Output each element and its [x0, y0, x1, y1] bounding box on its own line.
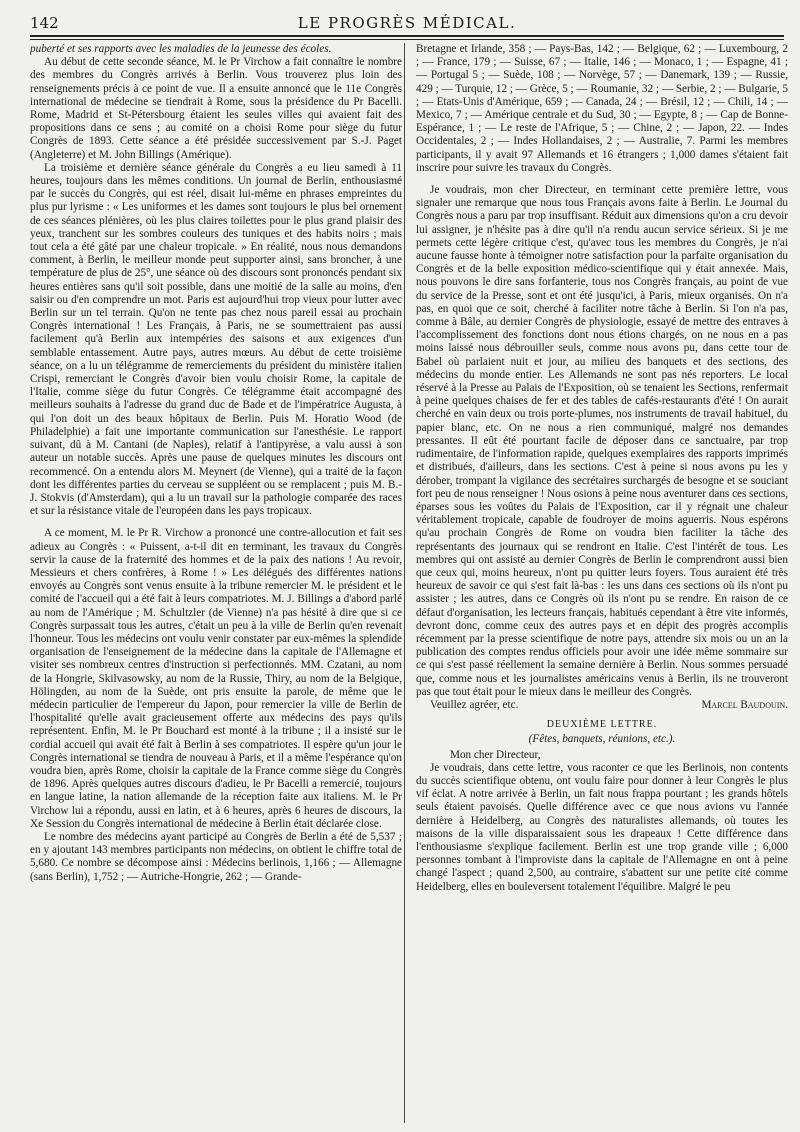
paragraph-press-remarks: Je voudrais, mon cher Directeur, en terminant cette première lettre, vous signaler une remarque que nous tous Français avons faite à Berlin. Le Journal du Congrès nous a paru par trop insuffisant. Réduit aux dimensions qu'on a cru devoir lui assigner, je n'hésite pas à dire qu'il n'a rendu aucun service sérieux. Si je me permets cette légère critique c'est, qu'avec tous les membres du Congrès, je n'ai aucune fausse honte à témoigner notre satisfaction pour la parfaite organisation du Congrès et de la belle exposition médico-scientifique qui y était annexée. Mais, nous pouvons le dire sans forfanterie, tous nos Congrès français, au point de vue du service de la Presse, sont et ont été jusqu'ici, à Paris, mieux organisés. On n'a pas, en quoi que ce soit, cherché à faciliter notre tâche à Berlin. Si l'on n'a pas, comme à Bâle, au dernier Congrès de physiologie, essayé de mettre des entraves à l'accomplissement des fonctions dont nous étions chargés, on ne nous en a pas moins laissé nous débrouiller seuls, comme nous avons pu, dans cette tour de Babel où parlaient nuit et jour, au milieu des banquets et des sections, des médecins du monde entier. Les Allemands ne sont pas nés reporters. Le local réservé à la Presse au Palais de l'Exposition, où se tenaient les Sections, renfermait à peine quelques chaises de fer et des tables de cafés-restaurants d'été ! On aurait cherché en vain deux ou trois porte-plumes, nos instruments de travail habituel, du papier blanc, etc. On ne nous a rien communiqué, malgré nos demandes pressantes. Il eût été pourtant facile de déposer dans ce sanctuaire, par trop rudimentaire, de l'information rapide, quelques exemplaires des rapports imprimés et distribués, d'ailleurs, dans les sections. C'est à peine si nous avons pu les y dérober, trompant la vigilance des secrétaires surchargés de besogne et se souciant fort peu de nous renseigner ! Nous osions à peine nous aventurer dans ces sections, éparses sous les voûtes du Palais de l'Exposition, car il y régnait une chaleur véritablement tropicale, capable de foudroyer de moins aguerris. Nous espérons qu'au prochain Congrès de Rome on voudra bien faciliter la tâche des représentants des journaux qui se rendront en Italie. C'est l'intérêt de tous. Les membres qui ont assisté au dernier Congrès de Berlin le comprendront aussi bien que ceux qui, moins heureux, n'ont pu quitter leurs foyers. Tous auraient été très heureux de savoir ce qui s'est fait là-bas : les uns dans ces sections où ils n'ont pu assister ; les autres, dans ce Congrès où ils n'ont pu se rendre. En raison de ce défaut d'organisation, les lecteurs français, habitués cependant à être vite informés, devront donc, comme ceux des autres pays et en dépit des progrès accomplis récemment par la presse scientifique de notre pays, attendre six mois ou un an la publication des comptes rendus officiels pour avoir une idée même sommaire sur ce qui s'est passé réellement la semaine dernière à Berlin. Nous sommes persuadé que, comme nous et les journalistes américains venus à Berlin, ils ne trouveront pas que tout était pour le mieux dans le meilleur des Congrès.: [416, 184, 788, 698]
closing-line: [416, 699, 788, 712]
paragraph-attendance: Le nombre des médecins ayant participé au Congrès de Berlin a été de 5,537 ; en y ajoutant 143 membres participants non médecins, on obtient le chiffre total de 5,680. Ce nombre se décompose ainsi : Médecins berlinois, 1,166 ; — Allemagne (sans Berlin), 1,752 ; — Autriche-Hongrie, 262 ; — Grande-: [30, 830, 402, 883]
second-letter-heading: DEUXIÈME LETTRE.: [546, 719, 658, 731]
second-letter-subtitle: (Fêtes, banquets, réunions, etc.).: [528, 733, 676, 746]
salutation: Mon cher Directeur,: [450, 748, 541, 761]
closing-formula: Veuillez agréer, etc.: [430, 698, 519, 711]
paragraph-second-letter: Je voudrais, dans cette lettre, vous raconter ce que les Berlinois, non contents du succès scientifique obtenu, ont voulu faire pour donner à leur Congrès le plus vif éclat. A notre arrivée à Berlin, un fait nous frappa pourtant ; les grands hôtels seuls étaient pavoisés. Quelle différence avec ce que nous avions vu l'année dernière à Heidelberg, au Congrès des naturalistes allemands, où toutes les maisons de la ville disparaissaient sous les drapeaux ! Cette différence dans l'enthousiasme s'explique facilement. Berlin est une trop grande ville ; 6,000 personnes tombant à l'improviste dans la capitale de l'Allemagne en ont à peine changé l'aspect ; quand 2,500, au contraire, s'abattent sur une petite cité comme Heidelberg, elles en bouleversent totalement l'équilibre. Malgré le peu: [416, 761, 788, 893]
paragraph-attendance-continued: Bretagne et Irlande, 358 ; — Pays-Bas, 142 ; — Belgique, 62 ; — Luxembourg, 2 ; — France, 179 ; — Suisse, 67 ; — Italie, 146 ; — Monaco, 1 ; — Espagne, 41 ; — Portugal 5 ; — Suède, 108 ; — Norvège, 57 ; — Danemark, 139 ; — Russie, 429 ; — Turquie, 12 ; — Grèce, 5 ; — Roumanie, 32 ; — Serbie, 2 ; — Bulgarie, 5 ; — Etats-Unis d'Amérique, 659 ; — Canada, 24 ; — Brésil, 12 ; — Chili, 14 ; — Mexico, 7 ; — Amérique centrale et du Sud, 30 ; — Egypte, 8 ; — Cap de Bonne-Espérance, 1 ; — Le reste de l'Afrique, 5 ; — Chine, 2 ; — Japon, 22. — Indes Occidentales, 2 ; — Indes Hollandaises, 2 ; — Australie, 7. Parmi les membres participants, il y avait 97 Allemands et 16 étrangers ; 1,000 dames s'étaient fait inscrire pour suivre les travaux du Congrès.: [416, 43, 788, 174]
header-rule-thick: [30, 35, 784, 37]
left-column: [30, 43, 402, 1123]
page-header: [30, 14, 784, 34]
column-divider: [404, 43, 405, 1123]
signature: Marcel Baudouin.: [701, 698, 788, 711]
continued-line: puberté et ses rapports avec les maladies de la jeunesse des écoles.: [30, 43, 332, 55]
paragraph-second-session: Au début de cette seconde séance, M. le Pr Virchow a fait connaître le nombre des membres du Congrès arrivés à Berlin. Vous trouverez plus loin des renseignements précis à ce point de vue. Il a ensuite annoncé que le 11e Congrès international de médecine se tiendrait à Rome, sous la présidence du Pr Bacelli. Rome, Madrid et St-Pétersbourg étaient les seules villes qui avaient fait des propositions dans ce sens ; au comité on a choisi Rome pour siège du futur Congrès de 1893. Cette séance a été présidée successivement par S.-J. Paget (Angleterre) et M. John Billings (Amérique).: [30, 56, 402, 161]
paragraph-third-session: La troisième et dernière séance générale du Congrès a eu lieu samedi à 11 heures, toujours dans les mêmes conditions. Un journal de Berlin, enthousiasmé par le succès du Congrès, qui est réel, disait lui-même en phrases empreintes du plus pur lyrisme : « Les uniformes et les dames sont toujours le plus bel ornement de ces séances plénières, où les plus claires toilettes pour le plus grand plaisir des yeux, tranchent sur les sombres couleurs des tuniques et des habits noirs ; mais tout cela a été gâté par une chaleur tropicale. » En réalité, nous nous demandons comment, à Berlin, le meilleur monde peut supporter ainsi, sans broncher, à une température de plus de 25°, une séance où des discours sont prononcés pendant six heures entières sans qu'il soit possible, dans une moitié de la salle au moins, d'en saisir ou d'en comprendre un mot. Paris est aujourd'hui trop vieux pour lutter avec Berlin sur un tel terrain. Qu'on ne tente pas chez nous pareil essai au prochain Congrès international ! Les Français, à Paris, ne se soumettraient pas aussi facilement qu'à Berlin aux intempéries des saisons et aux exigences d'un semblable entassement. Autre pays, autres mœurs. Au début de cette troisième séance, on a lu un télégramme de remerciements du président du ministère italien Crispi, remerciant le Congrès d'avoir bien voulu choisir Rome, la capitale de l'Italie, comme siège du futur Congrès. Ce télégramme était accompagné des meilleurs souhaits à l'adresse du grand duc de Bade et de l'impératrice Augusta, à qui l'on doit un des beaux hôpitaux de Berlin. Puis M. Horatio Wood (de Philadelphie) a fait une importante communication sur l'anesthésie. Le rapport suivant, dû à M. Cantani (de Naples), relatif à l'antipyrèse, a valu aussi à son auteur un notable succès. Après une pause de quelques minutes les discours ont recommencé. On a entendu alors M. Meynert (de Vienne), qui a traité de la façon dont les différentes parties du cerveau se suppléent ou se remplacent ; puis M. B.-J. Stokvis (d'Amsterdam), qui a lu un travail sur la pathologie comparée des races et sur la résistance vitale de l'européen dans les pays tropicaux.: [30, 161, 402, 518]
right-column: [416, 43, 788, 1123]
header-rule-thin: [30, 39, 784, 40]
paragraph-farewells: A ce moment, M. le Pr R. Virchow a prononcé une contre-allocution et fait ses adieux au Congrès : « Puissent, a-t-il dit en terminant, les travaux du Congrès servir la cause de la fraternité des hommes et de la paix des nations ! Au revoir, Messieurs et chers confrères, à Rome ! » Les délégués des différentes nations envoyés au Congrès sont venus ensuite à la tribune remercier M. le président et le comité de l'accueil qui a été fait à leurs compatriotes. M. J. Billings a d'abord parlé au nom de l'Amérique ; M. Schultzler (de Vienne) n'a pas hésité à dire que si ce Congrès surpassait tous les autres, c'était un peu à la ville de Berlin qu'en revenait l'honneur. Tous les médecins ont voulu venir constater par eux-mêmes la splendide organisation de l'enseignement de la médecine dans la capitale de l'Allemagne et visiter ses nombreux centres d'instruction si perfectionnés. MM. Czatani, au nom de la Hongrie, Skilvasowsky, au nom de la Russie, Thiry, au nom de la Belgique, Hölingden, au nom de la Suède, ont pris ensuite la parole, de même que le médecin particulier de l'empereur du Japon, pour remercier la ville de Berlin de l'hospitalité qu'elle avait gracieusement offerte aux médecins des pays qu'ils représentent. Enfin, M. le Pr Bouchard est monté à la tribune ; il a insisté sur le cordial accueil qui avait été fait à Berlin à ses compatriotes. Il espère qu'un jour le Congrès international se tiendra de nouveau à Paris, et il a même l'espérance qu'on voudra bien, après Rome, choisir la capitale de la France comme siège du Congrès de 1896. Après quelques autres discours d'adieu, le Pr Bacelli a remercié, toujours en langue latine, la nation allemande de la réception faite aux italiens. M. le Pr Virchow lui a répondu, aussi en latin, et à 6 heures, après 6 heures de discours, la Xe Session du Congrès international de médecine à Berlin était déclarée close.: [30, 527, 402, 830]
running-title: LE PROGRÈS MÉDICAL.: [297, 14, 517, 32]
page-number: 142: [30, 14, 59, 32]
